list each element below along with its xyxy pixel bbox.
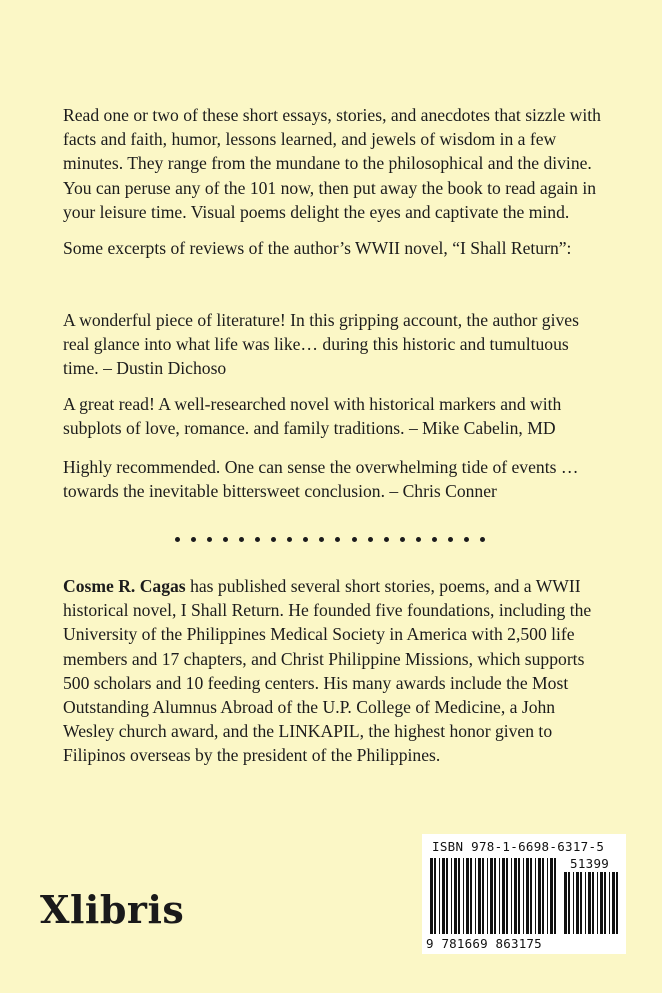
barcode-digits: 9 781669 863175 [426, 936, 542, 951]
isbn-barcode [422, 834, 626, 954]
barcode-bar [530, 858, 532, 934]
review-quote: A great read! A well-researched novel with historical markers and with subplots of love, romance. and family traditions. – Mike Cabelin, MD [63, 394, 562, 439]
barcode-bar [604, 872, 606, 934]
barcode-bar [482, 858, 484, 934]
barcode-bar [538, 858, 541, 934]
separator-dot [271, 537, 276, 542]
barcode-bar [554, 858, 556, 934]
barcode-bar [499, 858, 500, 934]
barcode-bar [547, 858, 548, 934]
separator-dot [239, 537, 244, 542]
barcode-bar [568, 872, 570, 934]
author-bio-text: has published several short stories, poems, and a WWII historical novel, I Shall Return. He founded five foundations, including the University of the Philippines Medical Society in America with 2,500 life members and 17 chapters, and Christ Philippine Missions, which supports 500 scholars and 10 feeding centers. His many awards include the Most Outstanding Alumnus Abroad of the U.P. College of Medicine, a John Wesley church award, and the LINKAPIL, the highest honor given to Filipinos overseas by the president of the Philippines. [63, 576, 592, 766]
barcode-bar [478, 858, 481, 934]
barcode-bar [451, 858, 452, 934]
separator-dot [287, 537, 292, 542]
publisher-logo: Xlibris [40, 887, 185, 932]
separator-dot [319, 537, 324, 542]
barcode-bar [454, 858, 457, 934]
barcode-bar [576, 872, 579, 934]
barcode-bar [597, 872, 598, 934]
separator-dot [255, 537, 260, 542]
barcode-bar [470, 858, 472, 934]
barcode-bar [550, 858, 553, 934]
separator-dot [464, 537, 469, 542]
barcode-bar [592, 872, 594, 934]
barcode-bar [487, 858, 488, 934]
separator-dot [207, 537, 212, 542]
separator-dot [335, 537, 340, 542]
intro-paragraph: Read one or two of these short essays, stories, and anecdotes that sizzle with facts and faith, humor, lessons learned, and jewels of wisdom in a few minutes. They range from the mundane to the philosophical and the divine. You can peruse any of the 101 now, then put away the book to read again in your leisure time. Visual poems delight the eyes and captivate the mind. [63, 105, 601, 222]
barcode-bar [526, 858, 529, 934]
barcode-bar [430, 858, 433, 934]
barcode-bar [580, 872, 582, 934]
barcode-bar [600, 872, 603, 934]
separator-dot [175, 537, 180, 542]
barcode-bar [458, 858, 460, 934]
barcode-bar [612, 872, 615, 934]
barcode-bar [506, 858, 508, 934]
barcode-bar [573, 872, 574, 934]
author-bio [63, 574, 608, 768]
review-quote: Highly recommended. One can sense the overwhelming tide of events … towards the inevitable bittersweet conclusion. – Chris Conner [63, 457, 579, 502]
separator-dot [432, 537, 437, 542]
barcode-bar [434, 858, 436, 934]
separator-dot [384, 537, 389, 542]
separator-dot [303, 537, 308, 542]
separator-dot [448, 537, 453, 542]
separator-dot [368, 537, 373, 542]
separator-dot [352, 537, 357, 542]
author-name: Cosme R. Cagas [63, 576, 186, 596]
barcode-bar [609, 872, 610, 934]
barcode-bar [490, 858, 493, 934]
dot-separator [175, 534, 485, 544]
barcode-bar [475, 858, 476, 934]
barcode-bar [542, 858, 544, 934]
barcode-bar [511, 858, 512, 934]
separator-dot [416, 537, 421, 542]
barcode-bar [463, 858, 464, 934]
barcode-bar [564, 872, 567, 934]
separator-dot [400, 537, 405, 542]
barcode-bar [585, 872, 586, 934]
barcode-bar [442, 858, 445, 934]
barcode-bar [502, 858, 505, 934]
barcode-bar [535, 858, 536, 934]
separator-dot [223, 537, 228, 542]
barcode-bar [514, 858, 517, 934]
review-quote: A wonderful piece of literature! In this gripping account, the author gives real glance into what life was like… during this historic and tumultuous time. – Dustin Dichoso [63, 310, 579, 379]
barcode-bar [588, 872, 591, 934]
separator-dot [191, 537, 196, 542]
barcode-bar [616, 872, 618, 934]
barcode-bar [439, 858, 440, 934]
price-code: 51399 [570, 856, 610, 871]
separator-dot [480, 537, 485, 542]
barcode-bar [494, 858, 496, 934]
barcode-bar [446, 858, 448, 934]
barcode-bar [466, 858, 469, 934]
barcode-bar [523, 858, 524, 934]
reviews-intro: Some excerpts of reviews of the author’s WWII novel, “I Shall Return”: [63, 238, 572, 258]
barcode-bar [518, 858, 520, 934]
isbn-label: ISBN 978-1-6698-6317-5 [432, 839, 605, 854]
